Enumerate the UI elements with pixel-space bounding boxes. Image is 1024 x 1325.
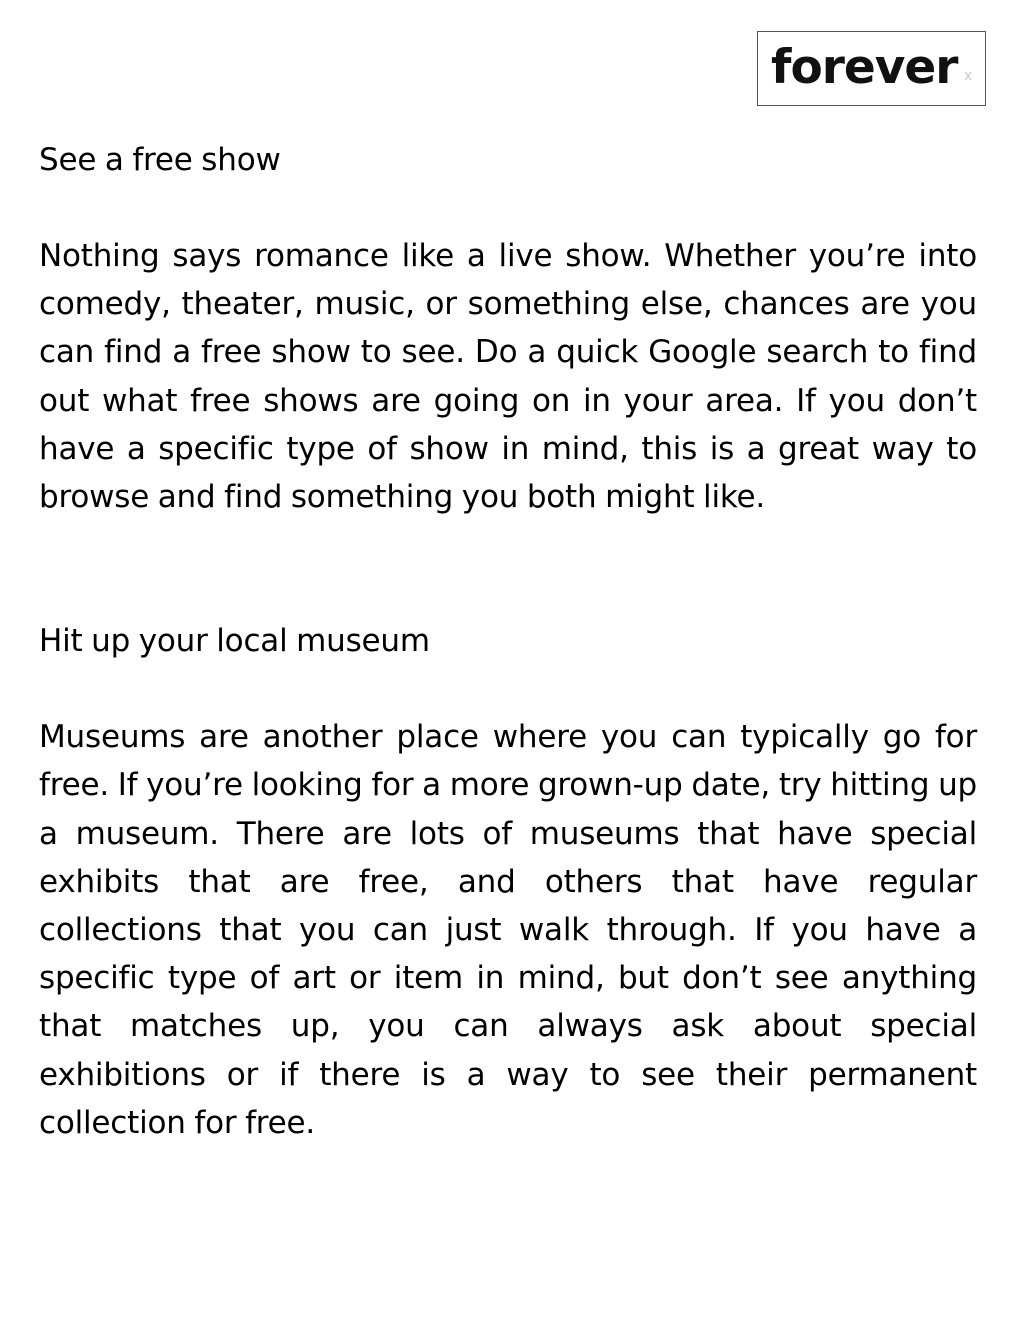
- section-heading-museum: Hit up your local museum: [39, 623, 430, 660]
- logo-wordmark: forever: [771, 40, 958, 95]
- spacer: [39, 665, 977, 713]
- section-heading-free-show: See a free show: [39, 142, 281, 178]
- spacer: [39, 184, 977, 232]
- document-body: [39, 136, 977, 1147]
- spacer: [39, 521, 977, 617]
- section-body-museum: Museums are another place where you can typically go for free. If you’re looking for a more grown-up date, try hitting up a museum. There are lots of museums that have special exhibits that are free, and others that have regular collections that you can just walk through. If you have a specific type of art or item in mind, but don’t see anything that matches up, you can always ask about special exhibitions or if there is a way to see their permanent collection for free.: [39, 719, 977, 1141]
- logo-x-mark: x: [964, 68, 973, 84]
- section-body-free-show: Nothing says romance like a live show. Whether you’re into comedy, theater, music, or something else, chances are you can find a free show to see. Do a quick Google search to find out what free shows are going on in your area. If you don’t have a specific type of show in mind, this is a great way to browse and find something you both might like.: [39, 238, 977, 516]
- forever-logo: [757, 31, 986, 106]
